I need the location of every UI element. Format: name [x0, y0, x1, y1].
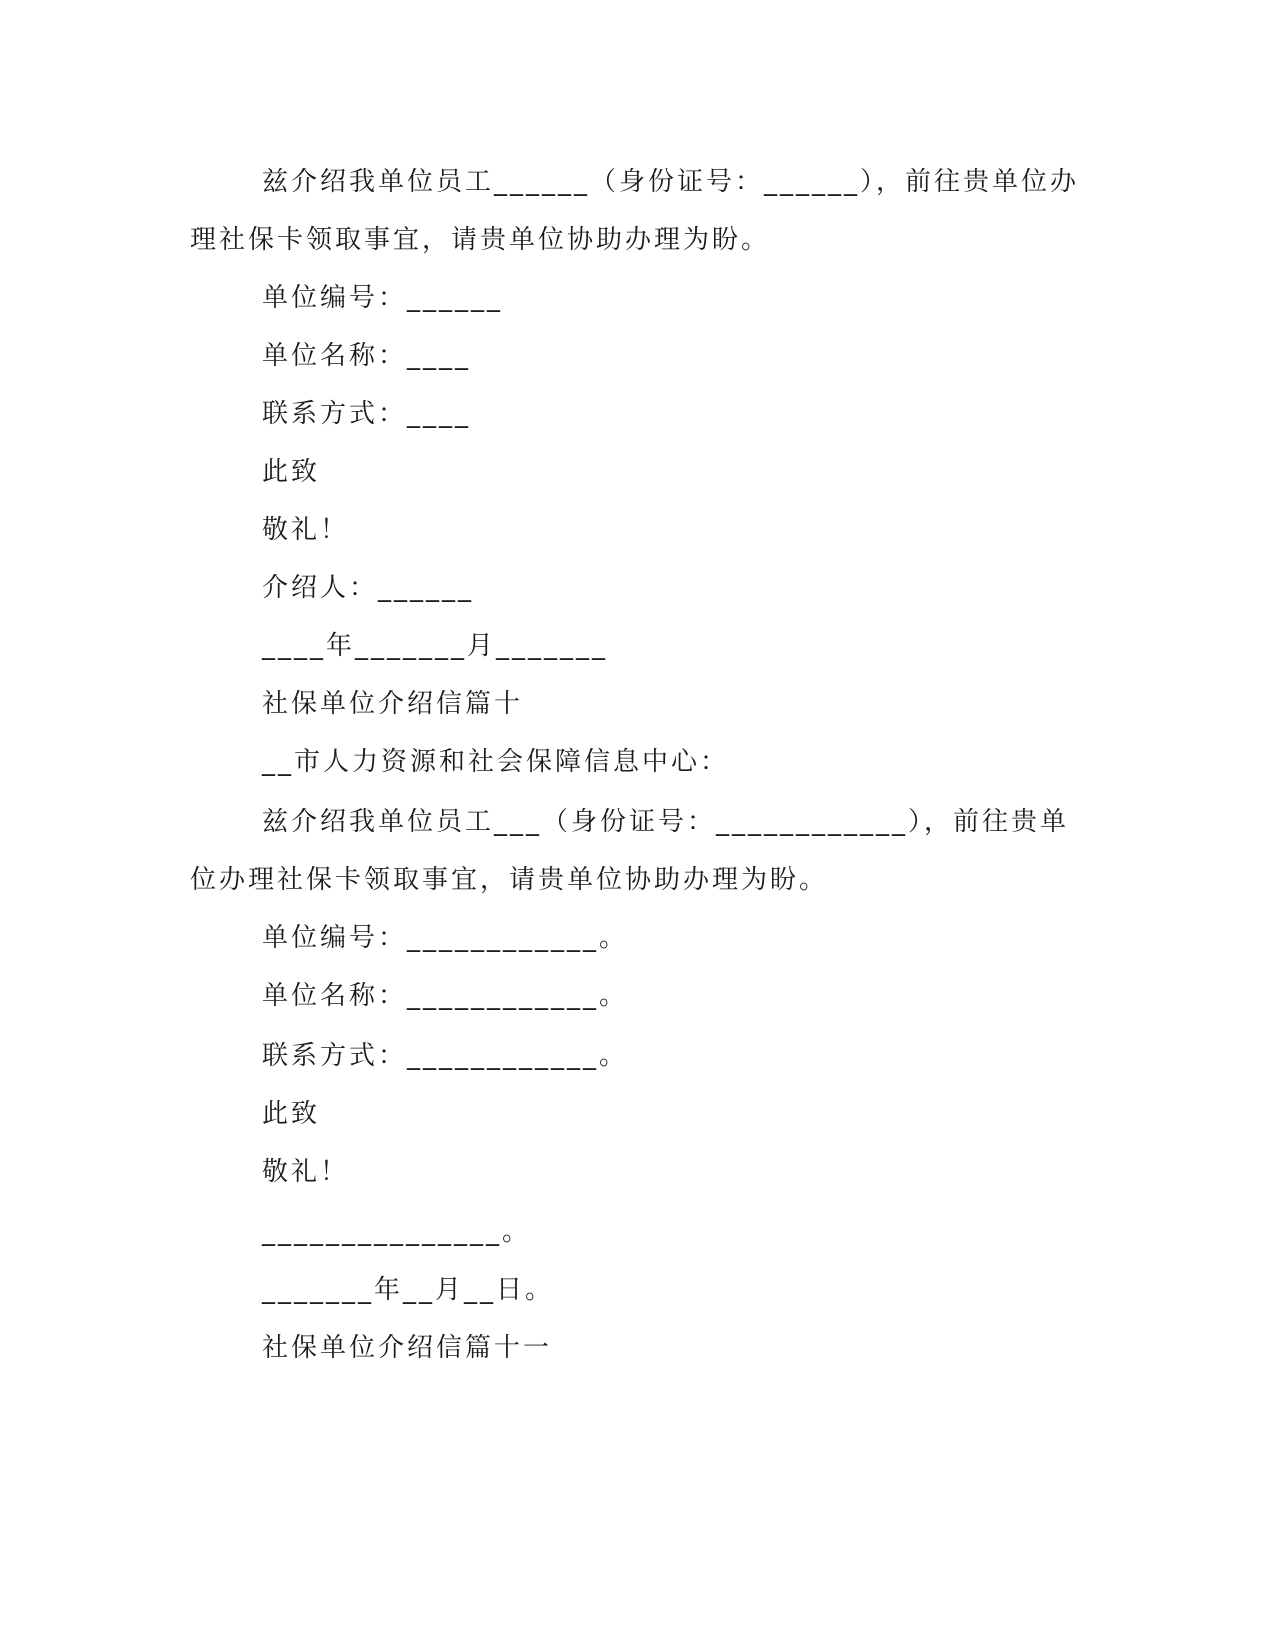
letter-a-date: ____年_______月_______ [262, 631, 609, 661]
letter-a-unit-name: 单位名称：____ [262, 341, 472, 371]
letter-b-unit-number: 单位编号：____________。 [262, 923, 629, 953]
letter-b-contact: 联系方式：____________。 [262, 1041, 629, 1071]
letter-b-unit-name: 单位名称：____________。 [262, 981, 629, 1011]
letter-b-body-line-2: 位办理社保卡领取事宜，请贵单位协助办理为盼。 [190, 865, 829, 895]
letter-a-body-line-2: 理社保卡领取事宜，请贵单位协助办理为盼。 [190, 225, 771, 255]
letter-a-closing-2: 敬礼！ [262, 515, 350, 545]
letter-a-body-line-1: 兹介绍我单位员工______（身份证号：______），前往贵单位办 [262, 167, 1080, 197]
letter-a-introducer: 介绍人：______ [262, 573, 475, 603]
letter-b-closing-2: 敬礼！ [262, 1157, 350, 1187]
letter-a-contact: 联系方式：____ [262, 399, 472, 429]
letter-b-closing-1: 此致 [262, 1099, 321, 1129]
letter-b-body-line-1: 兹介绍我单位员工___（身份证号：____________），前往贵单 [262, 807, 1070, 837]
section-heading-11: 社保单位介绍信篇十一 [262, 1333, 553, 1363]
letter-a-unit-number: 单位编号：______ [262, 283, 504, 313]
section-heading-10: 社保单位介绍信篇十 [262, 689, 524, 719]
letter-b-date: _______年__月__日。 [262, 1275, 555, 1305]
letter-a-closing-1: 此致 [262, 457, 321, 487]
letter-b-signature: _______________。 [262, 1217, 532, 1247]
letter-b-recipient: __市人力资源和社会保障信息中心： [262, 747, 730, 777]
